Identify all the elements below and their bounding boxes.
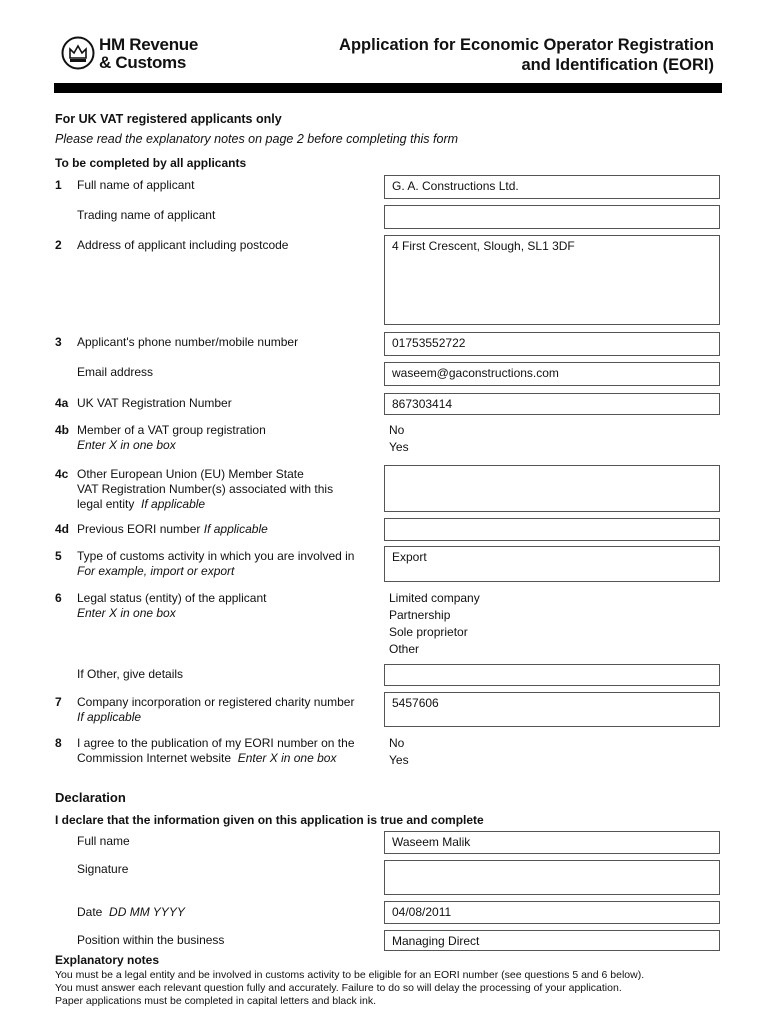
logo-line2: & Customs (99, 53, 187, 72)
customs-activity-field[interactable]: Export (384, 546, 720, 582)
explanatory-line1: You must be a legal entity and be involved in customs activity to be eligible for an EORI number (see questions 5 and 6 below). (55, 969, 645, 981)
q6-option-other[interactable]: Other (389, 642, 420, 656)
q4b-option-no[interactable]: No (389, 423, 405, 437)
q4b-label: Member of a VAT group registration (77, 423, 266, 437)
q8-option-yes[interactable]: Yes (389, 753, 409, 767)
title-line1: Application for Economic Operator Registration (339, 36, 714, 54)
q4c-label1: Other European Union (EU) Member State (77, 467, 304, 481)
q6-label: Legal status (entity) of the applicant (77, 591, 267, 605)
email-field[interactable]: waseem@gaconstructions.com (384, 362, 720, 386)
intro-note: Please read the explanatory notes on page 2 before completing this form (55, 132, 459, 146)
position-label: Position within the business (77, 933, 225, 947)
signature-field[interactable] (384, 860, 720, 895)
date-label-block (77, 905, 382, 920)
q4c-label3: legal entity (77, 497, 135, 511)
explanatory-line3: Paper applications must be completed in capital letters and black ink. (55, 995, 377, 1007)
q7-hint: If applicable (77, 710, 142, 724)
q4d-number: 4d (55, 522, 70, 536)
position-field[interactable]: Managing Direct (384, 930, 720, 951)
q4c-hint: If applicable (141, 497, 206, 511)
q4c-label2: VAT Registration Number(s) associated with this (77, 482, 334, 496)
date-field[interactable]: 04/08/2011 (384, 901, 720, 924)
q3-number: 3 (55, 335, 62, 349)
explanatory-text (55, 969, 725, 1008)
other-details-field[interactable] (384, 664, 720, 686)
address-field[interactable]: 4 First Crescent, Slough, SL1 3DF (384, 235, 720, 325)
q8-label1: I agree to the publication of my EORI number on the (77, 736, 355, 750)
signature-label: Signature (77, 862, 129, 876)
q8-number: 8 (55, 736, 62, 750)
q7-label: Company incorporation or registered charity number (77, 695, 355, 709)
other-details-label: If Other, give details (77, 667, 184, 681)
date-label: Date (77, 905, 103, 919)
decl-name-label: Full name (77, 834, 130, 848)
q2-number: 2 (55, 238, 62, 252)
title-line2: and Identification (EORI) (521, 56, 714, 74)
q6-option-limited[interactable]: Limited company (389, 591, 480, 605)
decl-name-field[interactable]: Waseem Malik (384, 831, 720, 854)
q3-label: Applicant's phone number/mobile number (77, 335, 299, 349)
phone-field[interactable]: 01753552722 (384, 332, 720, 356)
q4b-number: 4b (55, 423, 70, 437)
q6-number: 6 (55, 591, 62, 605)
q6-option-partnership[interactable]: Partnership (389, 608, 451, 622)
q8-label2: Commission Internet website (77, 751, 232, 765)
email-label: Email address (77, 365, 154, 379)
q4d-label-block (77, 522, 382, 537)
trading-name-label: Trading name of applicant (77, 208, 216, 222)
date-hint: DD MM YYYY (109, 905, 185, 919)
q4a-label: UK VAT Registration Number (77, 396, 232, 410)
page-title (339, 35, 714, 75)
crest-icon (61, 36, 95, 70)
q7-number: 7 (55, 695, 62, 709)
hmrc-logo (55, 30, 215, 80)
q6-label-block (77, 591, 382, 621)
q6-hint: Enter X in one box (77, 606, 176, 620)
q4c-number: 4c (55, 467, 69, 481)
q4d-label: Previous EORI number (77, 522, 201, 536)
q5-number: 5 (55, 549, 62, 563)
intro-heading: For UK VAT registered applicants only (55, 112, 282, 126)
q1-number: 1 (55, 178, 62, 192)
section-subheading: To be completed by all applicants (55, 156, 247, 170)
previous-eori-field[interactable] (384, 518, 720, 541)
eu-vat-field[interactable] (384, 465, 720, 512)
q6-option-sole[interactable]: Sole proprietor (389, 625, 468, 639)
explanatory-line2: You must answer each relevant question fully and accurately. Failure to do so will delay the processing of your application. (55, 982, 622, 994)
q4b-option-yes[interactable]: Yes (389, 440, 409, 454)
q8-option-no[interactable]: No (389, 736, 405, 750)
logo-line1: HM Revenue (99, 35, 199, 54)
full-name-field[interactable]: G. A. Constructions Ltd. (384, 175, 720, 199)
declaration-statement: I declare that the information given on this application is true and complete (55, 813, 484, 827)
q5-label-block (77, 549, 382, 579)
q2-label: Address of applicant including postcode (77, 238, 289, 252)
trading-name-field[interactable] (384, 205, 720, 229)
company-number-field[interactable]: 5457606 (384, 692, 720, 727)
q4d-hint: If applicable (203, 522, 268, 536)
q7-label-block (77, 695, 382, 725)
header-divider (54, 83, 722, 93)
q8-hint: Enter X in one box (237, 751, 337, 765)
explanatory-heading: Explanatory notes (55, 953, 160, 967)
vat-number-field[interactable]: 867303414 (384, 393, 720, 415)
q5-hint: For example, import or export (77, 564, 235, 578)
q4b-label-block (77, 423, 382, 453)
q8-label-block (77, 736, 382, 766)
q4a-number: 4a (55, 396, 69, 410)
q1-label: Full name of applicant (77, 178, 195, 192)
q4b-hint: Enter X in one box (77, 438, 176, 452)
q4c-label-block (77, 467, 382, 512)
q5-label: Type of customs activity in which you are involved in (77, 549, 355, 563)
declaration-heading: Declaration (55, 790, 126, 805)
